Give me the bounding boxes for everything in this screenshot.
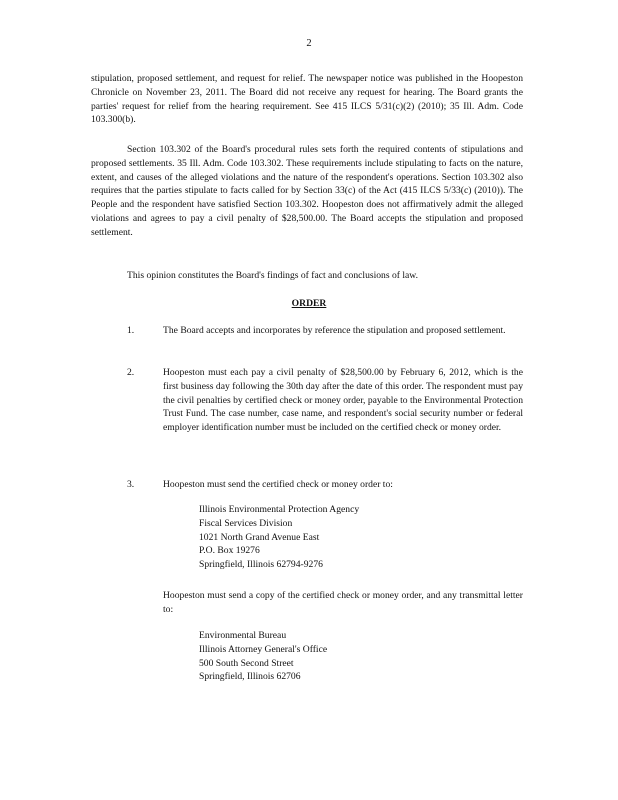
paragraph-findings-text: This opinion constitutes the Board's findings of fact and conclusions of law. — [127, 270, 419, 281]
order-item-1 — [127, 324, 523, 338]
order-item-number: 1. — [127, 325, 135, 336]
order-item-text: The Board accepts and incorporates by reference the stipulation and proposed settlement. — [163, 325, 506, 336]
address-line: Environmental Bureau — [199, 630, 287, 641]
address-line: Springfield, Illinois 62706 — [199, 671, 301, 683]
order-heading-text: ORDER — [291, 298, 327, 309]
order-item-text: Hoopeston must each pay a civil penalty of $28,500.00 by February 6, 2012, which is the first business day following the 30th day after the date of this order. The respondent must pay the civil penalties by certified check or money order, payable to the Environmental Protection Trust Fund. The case number, case name, and respondent's social security number or federal employer identification number must be included on the certified check or money order. — [163, 367, 523, 434]
address-line: Fiscal Services Division — [199, 517, 293, 529]
paragraph-relief — [91, 72, 523, 127]
order-item-2 — [127, 366, 523, 435]
paragraph-relief-text: stipulation, proposed settlement, and request for relief. The newspaper notice was published in the Hoopeston Chronicle on November 23, 2011. The Board did not receive any request for hearing. The Board grants the parties' request for relief from the hearing requirement. See 415 ILCS 5/31(c)(2) (2010); 35 Ill. Adm. Code 103.300(b). — [91, 73, 523, 126]
address-line: P.O. Box 19276 — [199, 545, 260, 557]
address-line: Illinois Environmental Protection Agency — [199, 504, 360, 515]
paragraph-section-103-302-text: Section 103.302 of the Board's procedural rules sets forth the required contents of stipulations and proposed settlements. 35 Ill. Adm. Code 103.302. These requirements include stipulating to facts on the nature, extent, and causes of the alleged violations and the nature of the respondent's operations. Section 103.302 also requires that the parties stipulate to facts called for by Section 33(c) of the Act (415 ILCS 5/33(c) (2010)). The People and the respondent have satisfied Section 103.302. Hoopeston does not affirmatively admit the alleged violations and agrees to pay a civil penalty of $28,500.00. The Board accepts the stipulation and proposed settlement. — [91, 144, 523, 238]
order-item-number: 3. — [127, 479, 135, 490]
order-item-3 — [127, 478, 523, 492]
paragraph-section-103-302 — [91, 143, 523, 240]
page-number: 2 — [306, 38, 312, 49]
address-line: 500 South Second Street — [199, 657, 294, 669]
address-line: Springfield, Illinois 62794-9276 — [199, 559, 323, 571]
address-line: 1021 North Grand Avenue East — [199, 531, 320, 543]
order-heading — [0, 297, 618, 311]
attorney-general-address-block — [199, 629, 499, 684]
epa-address-block — [199, 503, 499, 572]
copy-instruction: Hoopeston must send a copy of the certified check or money order, and any transmittal letter to: — [163, 590, 523, 615]
order-item-number: 2. — [127, 367, 135, 378]
paragraph-findings — [91, 269, 523, 283]
address-line: Illinois Attorney General's Office — [199, 643, 328, 655]
order-item-text: Hoopeston must send the certified check or money order to: — [163, 479, 393, 490]
